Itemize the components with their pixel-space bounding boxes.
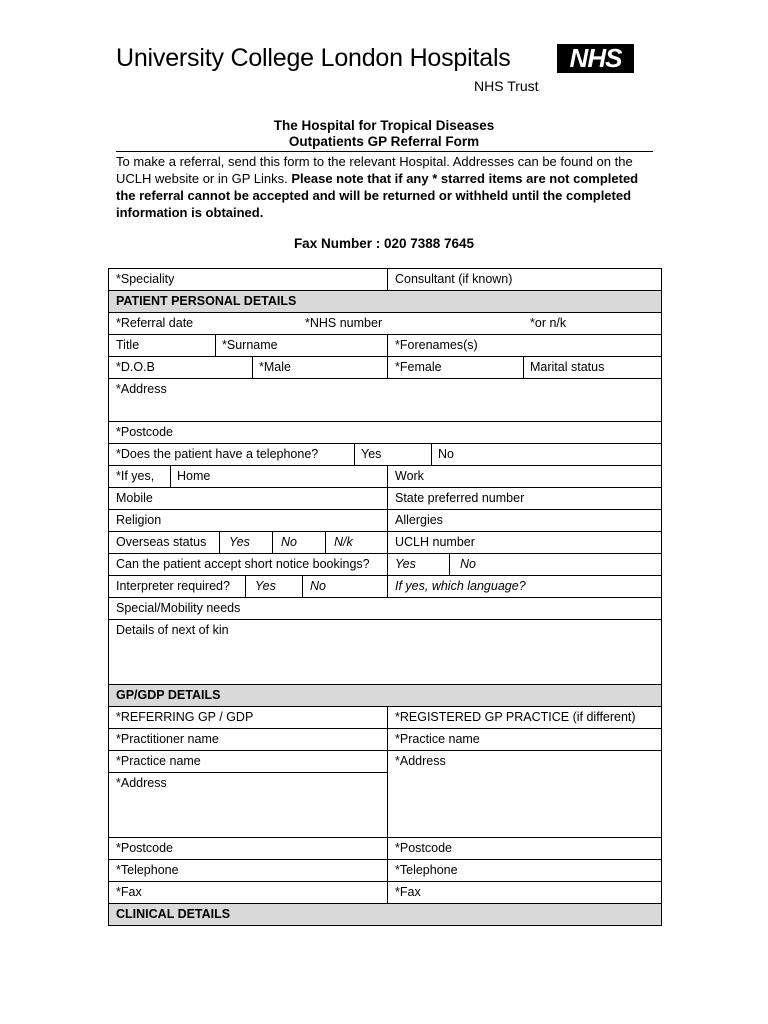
intro-plain: To make a referral, send this form to the relevant Hospital. Addresses can be found on the UCLH website or in GP Links. (116, 154, 633, 186)
home-cell (109, 466, 388, 488)
dob-divider-line (252, 357, 253, 378)
mobile-phone-field[interactable]: Mobile (109, 488, 388, 510)
referral-date-field[interactable]: *Referral date (116, 316, 194, 330)
next-of-kin-field[interactable]: Details of next of kin (109, 620, 662, 685)
short-notice-question: Can the patient accept short notice bookings? (109, 554, 388, 576)
overseas-no[interactable]: No (281, 535, 297, 549)
referring-practice-name-field[interactable]: *Practice name (109, 751, 387, 773)
section-patient-row (109, 291, 662, 313)
referral-form-table (108, 268, 662, 926)
row-gp-headers (109, 707, 662, 729)
male-field[interactable]: *Male (259, 360, 291, 374)
row-speciality (109, 269, 662, 291)
interpreter-divider-1 (245, 576, 246, 597)
intro-text (116, 153, 656, 221)
short-notice-no[interactable]: No (460, 557, 476, 571)
row-gp-fax (109, 882, 662, 904)
interpreter-cell (109, 576, 388, 598)
interpreter-divider-2 (302, 576, 303, 597)
title-surname-cell (109, 335, 388, 357)
row-gp-postcode (109, 838, 662, 860)
row-practice-address (109, 751, 662, 838)
preferred-number-field[interactable]: State preferred number (388, 488, 662, 510)
section-gp-row (109, 685, 662, 707)
intro-warning: Please note that if any * starred items are not completed the referral cannot be accepted and will be returned or withheld until the completed information is obtained. (116, 171, 639, 220)
overseas-status-label: Overseas status (116, 535, 207, 549)
female-marital-cell (388, 357, 662, 379)
home-divider-line (170, 466, 171, 487)
form-title-referral: Outpatients GP Referral Form (288, 134, 480, 149)
row-overseas (109, 532, 662, 554)
referring-address-field[interactable]: *Address (116, 776, 167, 790)
telephone-no[interactable]: No (438, 447, 454, 461)
consultant-field[interactable]: Consultant (if known) (388, 269, 662, 291)
title-field[interactable]: Title (116, 338, 140, 352)
address-field[interactable]: *Address (109, 379, 662, 422)
marital-status-field[interactable]: Marital status (530, 360, 605, 374)
form-title-hospital: The Hospital for Tropical Diseases (273, 118, 495, 133)
referring-gp-header: *REFERRING GP / GDP (109, 707, 388, 729)
row-dob-gender (109, 357, 662, 379)
referring-postcode-field[interactable]: *Postcode (109, 838, 388, 860)
referral-date-cell (109, 313, 662, 335)
postcode-field[interactable]: *Postcode (109, 422, 662, 444)
if-yes-label: *If yes, (116, 469, 155, 483)
nhs-logo: NHS (557, 44, 634, 73)
nhs-number-field[interactable]: *NHS number (305, 316, 383, 330)
referring-fax-field[interactable]: *Fax (109, 882, 388, 904)
telephone-yes[interactable]: Yes (361, 447, 382, 461)
tel-divider-2 (431, 444, 432, 465)
section-gp-details: GP/GDP DETAILS (109, 685, 662, 707)
fax-number: Fax Number : 020 7388 7645 (293, 236, 475, 251)
row-gp-telephone (109, 860, 662, 882)
speciality-field[interactable]: *Speciality (109, 269, 388, 291)
row-interpreter (109, 576, 662, 598)
registered-address-field[interactable]: *Address (388, 751, 662, 838)
overseas-divider-2 (272, 532, 273, 553)
section-clinical-row (109, 904, 662, 926)
referring-practice-cell (109, 751, 388, 838)
overseas-divider-3 (325, 532, 326, 553)
tel-divider-1 (354, 444, 355, 465)
interpreter-no[interactable]: No (310, 579, 326, 593)
overseas-cell (109, 532, 388, 554)
telephone-question-cell (109, 444, 662, 466)
female-divider-line (523, 357, 524, 378)
title-divider-line (215, 335, 216, 356)
registered-postcode-field[interactable]: *Postcode (388, 838, 662, 860)
short-notice-divider (449, 554, 450, 575)
mobility-needs-field[interactable]: Special/Mobility needs (109, 598, 662, 620)
female-field[interactable]: *Female (395, 360, 442, 374)
row-home-work (109, 466, 662, 488)
referring-telephone-field[interactable]: *Telephone (109, 860, 388, 882)
row-referral-date (109, 313, 662, 335)
practitioner-name-field[interactable]: *Practitioner name (109, 729, 388, 751)
row-mobility (109, 598, 662, 620)
row-short-notice (109, 554, 662, 576)
registered-practice-name-field[interactable]: *Practice name (388, 729, 662, 751)
allergies-field[interactable]: Allergies (388, 510, 662, 532)
row-title-names (109, 335, 662, 357)
overseas-nk[interactable]: N/k (334, 535, 353, 549)
organisation-name: University College London Hospitals (116, 44, 511, 72)
overseas-divider-1 (219, 532, 220, 553)
section-patient-details: PATIENT PERSONAL DETAILS (109, 291, 662, 313)
section-clinical-details: CLINICAL DETAILS (109, 904, 662, 926)
row-mobile (109, 488, 662, 510)
registered-gp-header: *REGISTERED GP PRACTICE (if different) (388, 707, 662, 729)
row-address (109, 379, 662, 422)
telephone-question: *Does the patient have a telephone? (116, 447, 319, 461)
interpreter-yes[interactable]: Yes (255, 579, 276, 593)
forenames-field[interactable]: *Forenames(s) (388, 335, 662, 357)
row-religion (109, 510, 662, 532)
language-field[interactable]: If yes, which language? (388, 576, 662, 598)
surname-field[interactable]: *Surname (222, 338, 278, 352)
nhs-trust-label: NHS Trust (474, 78, 539, 94)
religion-field[interactable]: Religion (109, 510, 388, 532)
home-phone-field[interactable]: Home (177, 469, 211, 483)
registered-telephone-field[interactable]: *Telephone (388, 860, 662, 882)
registered-fax-field[interactable]: *Fax (388, 882, 662, 904)
short-notice-options-cell (388, 554, 662, 576)
row-next-of-kin (109, 620, 662, 685)
overseas-yes[interactable]: Yes (229, 535, 250, 549)
row-postcode (109, 422, 662, 444)
work-phone-field[interactable]: Work (388, 466, 662, 488)
dob-field[interactable]: *D.O.B (116, 360, 155, 374)
interpreter-label: Interpreter required? (116, 579, 230, 593)
uclh-number-field[interactable]: UCLH number (388, 532, 662, 554)
row-practitioner (109, 729, 662, 751)
row-telephone-question (109, 444, 662, 466)
title-divider (116, 151, 653, 152)
short-notice-yes[interactable]: Yes (395, 557, 416, 571)
dob-male-cell (109, 357, 388, 379)
nhs-number-unknown[interactable]: *or n/k (530, 316, 567, 330)
